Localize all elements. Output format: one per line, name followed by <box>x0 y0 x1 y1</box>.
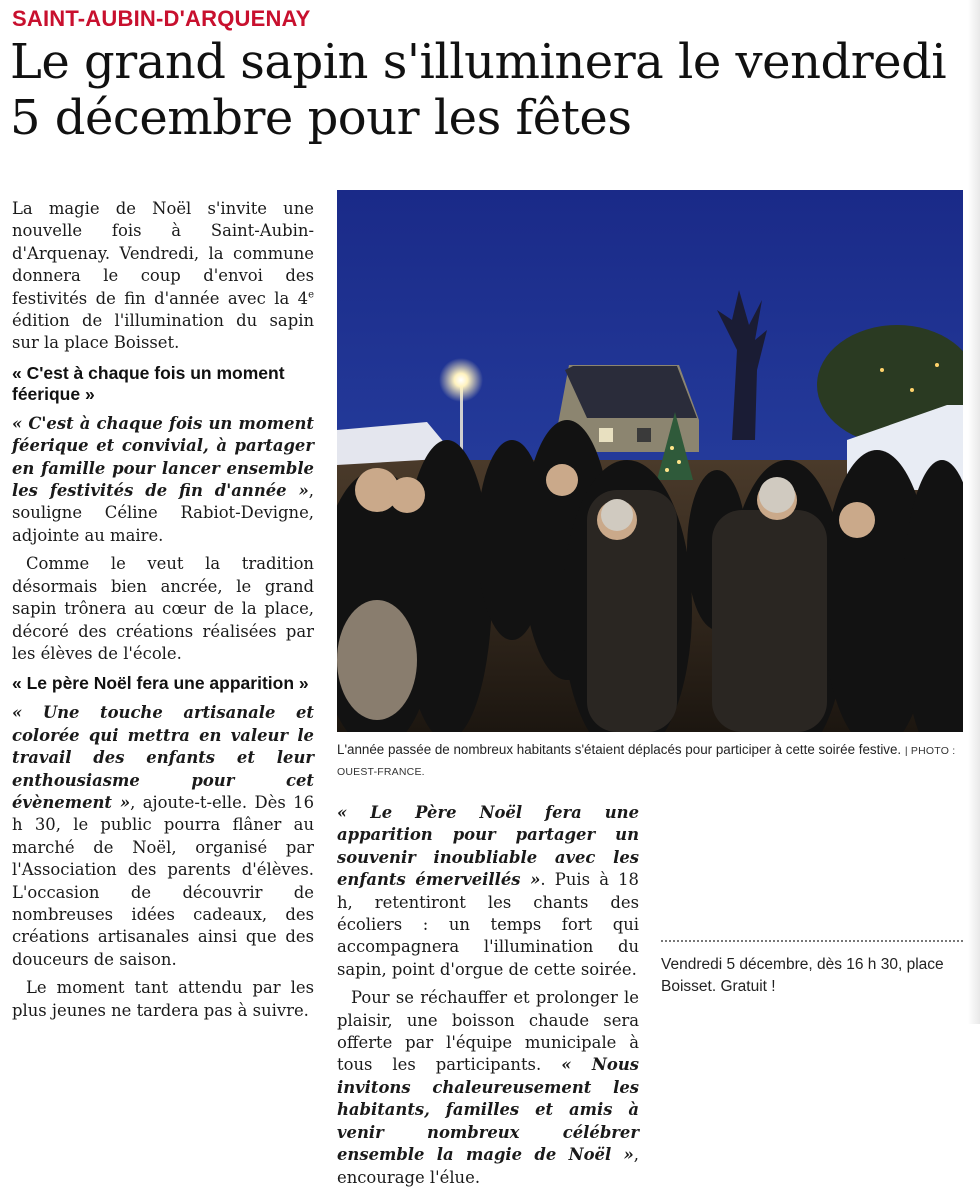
subhead-pere-noel: « Le père Noël fera une apparition » <box>12 673 309 694</box>
intro-text-b: édition de l'illumination du sapin sur la place Boisset. <box>12 311 314 353</box>
caption-text: L'année passée de nombreux habitants s'étaient déplacés pour participer à cette soirée festive. <box>337 742 902 757</box>
quote-artisanale: « Une touche artisanale et colorée qui mettra en valeur le travail des enfants et leur enthousiasme pour cet évènement » <box>12 703 314 812</box>
quote-attribution-1: , souligne Céline Rabiot-Devigne, adjointe au maire. <box>12 481 314 545</box>
page-edge <box>968 0 980 1024</box>
intro-superscript: e <box>308 289 314 301</box>
column-1 <box>12 198 314 1028</box>
quote-invitation: « Nous invitons chaleureusement les habitants, familles et amis à venir nombreux célébrer ensemble la magie de Noël » <box>337 1055 639 1165</box>
tradition-paragraph: Comme le veut la tradition désormais bien ancrée, le grand sapin trônera au cœur de la place, décoré des créations réalisées par les élèves de l'école. <box>12 554 314 663</box>
moment-paragraph: Le moment tant attendu par les plus jeunes ne tardera pas à suivre. <box>12 978 314 1020</box>
chants-text: . Puis à 18 h, retentiront les chants des écoliers : un temps fort qui accompagnera l'illumination du sapin, point d'orgue de cette soirée. <box>337 870 639 979</box>
invitation-attribution: , encourage l'élue. <box>337 1145 639 1187</box>
quote-feerique: « C'est à chaque fois un moment féerique et convivial, à partager en famille pour lancer ensemble les festivités de fin d'année » <box>12 413 314 501</box>
article-photo <box>337 190 963 732</box>
photo-credit: | PHOTO : OUEST-FRANCE. <box>337 745 956 778</box>
quote-paragraph-1 <box>12 413 314 547</box>
headline: Le grand sapin s'illuminera le vendredi 5 décembre pour les fêtes <box>10 34 947 146</box>
quote-pere-noel: « Le Père Noël fera une apparition pour partager un souvenir inoubliable avec les enfants émerveillés » <box>337 803 639 890</box>
market-text: , ajoute-t-elle. Dès 16 h 30, le public pourra flâner au marché de Noël, organisé par l'Association des parents d'élèves. L'occasion de découvrir de nombreuses idées cadeaux, des créations artisanales ainsi que des douceurs de saison. <box>12 792 314 969</box>
intro-paragraph <box>12 198 314 355</box>
column-2 <box>337 802 639 1195</box>
photo-caption <box>337 740 963 782</box>
pere-noel-paragraph <box>337 802 639 981</box>
night-crowd-photo <box>337 190 963 732</box>
quote-paragraph-2 <box>12 702 314 971</box>
subhead-feerique: « C'est à chaque fois un moment féerique » <box>12 362 285 404</box>
boisson-text: Pour se réchauffer et prolonger le plaisir, une boisson chaude sera offerte par l'équipe municipale à tous les participants. <box>337 988 639 1075</box>
intro-text-a: La magie de Noël s'invite une nouvelle fois à Saint-Aubin-d'Arquenay. Vendredi, la commune donnera le coup d'envoi des festivités de fin d'année avec la 4 <box>12 199 314 308</box>
boisson-paragraph <box>337 987 639 1189</box>
kicker-location: SAINT-AUBIN-D'ARQUENAY <box>12 6 311 31</box>
practical-info: Vendredi 5 décembre, dès 16 h 30, place Boisset. Gratuit ! <box>661 940 963 998</box>
